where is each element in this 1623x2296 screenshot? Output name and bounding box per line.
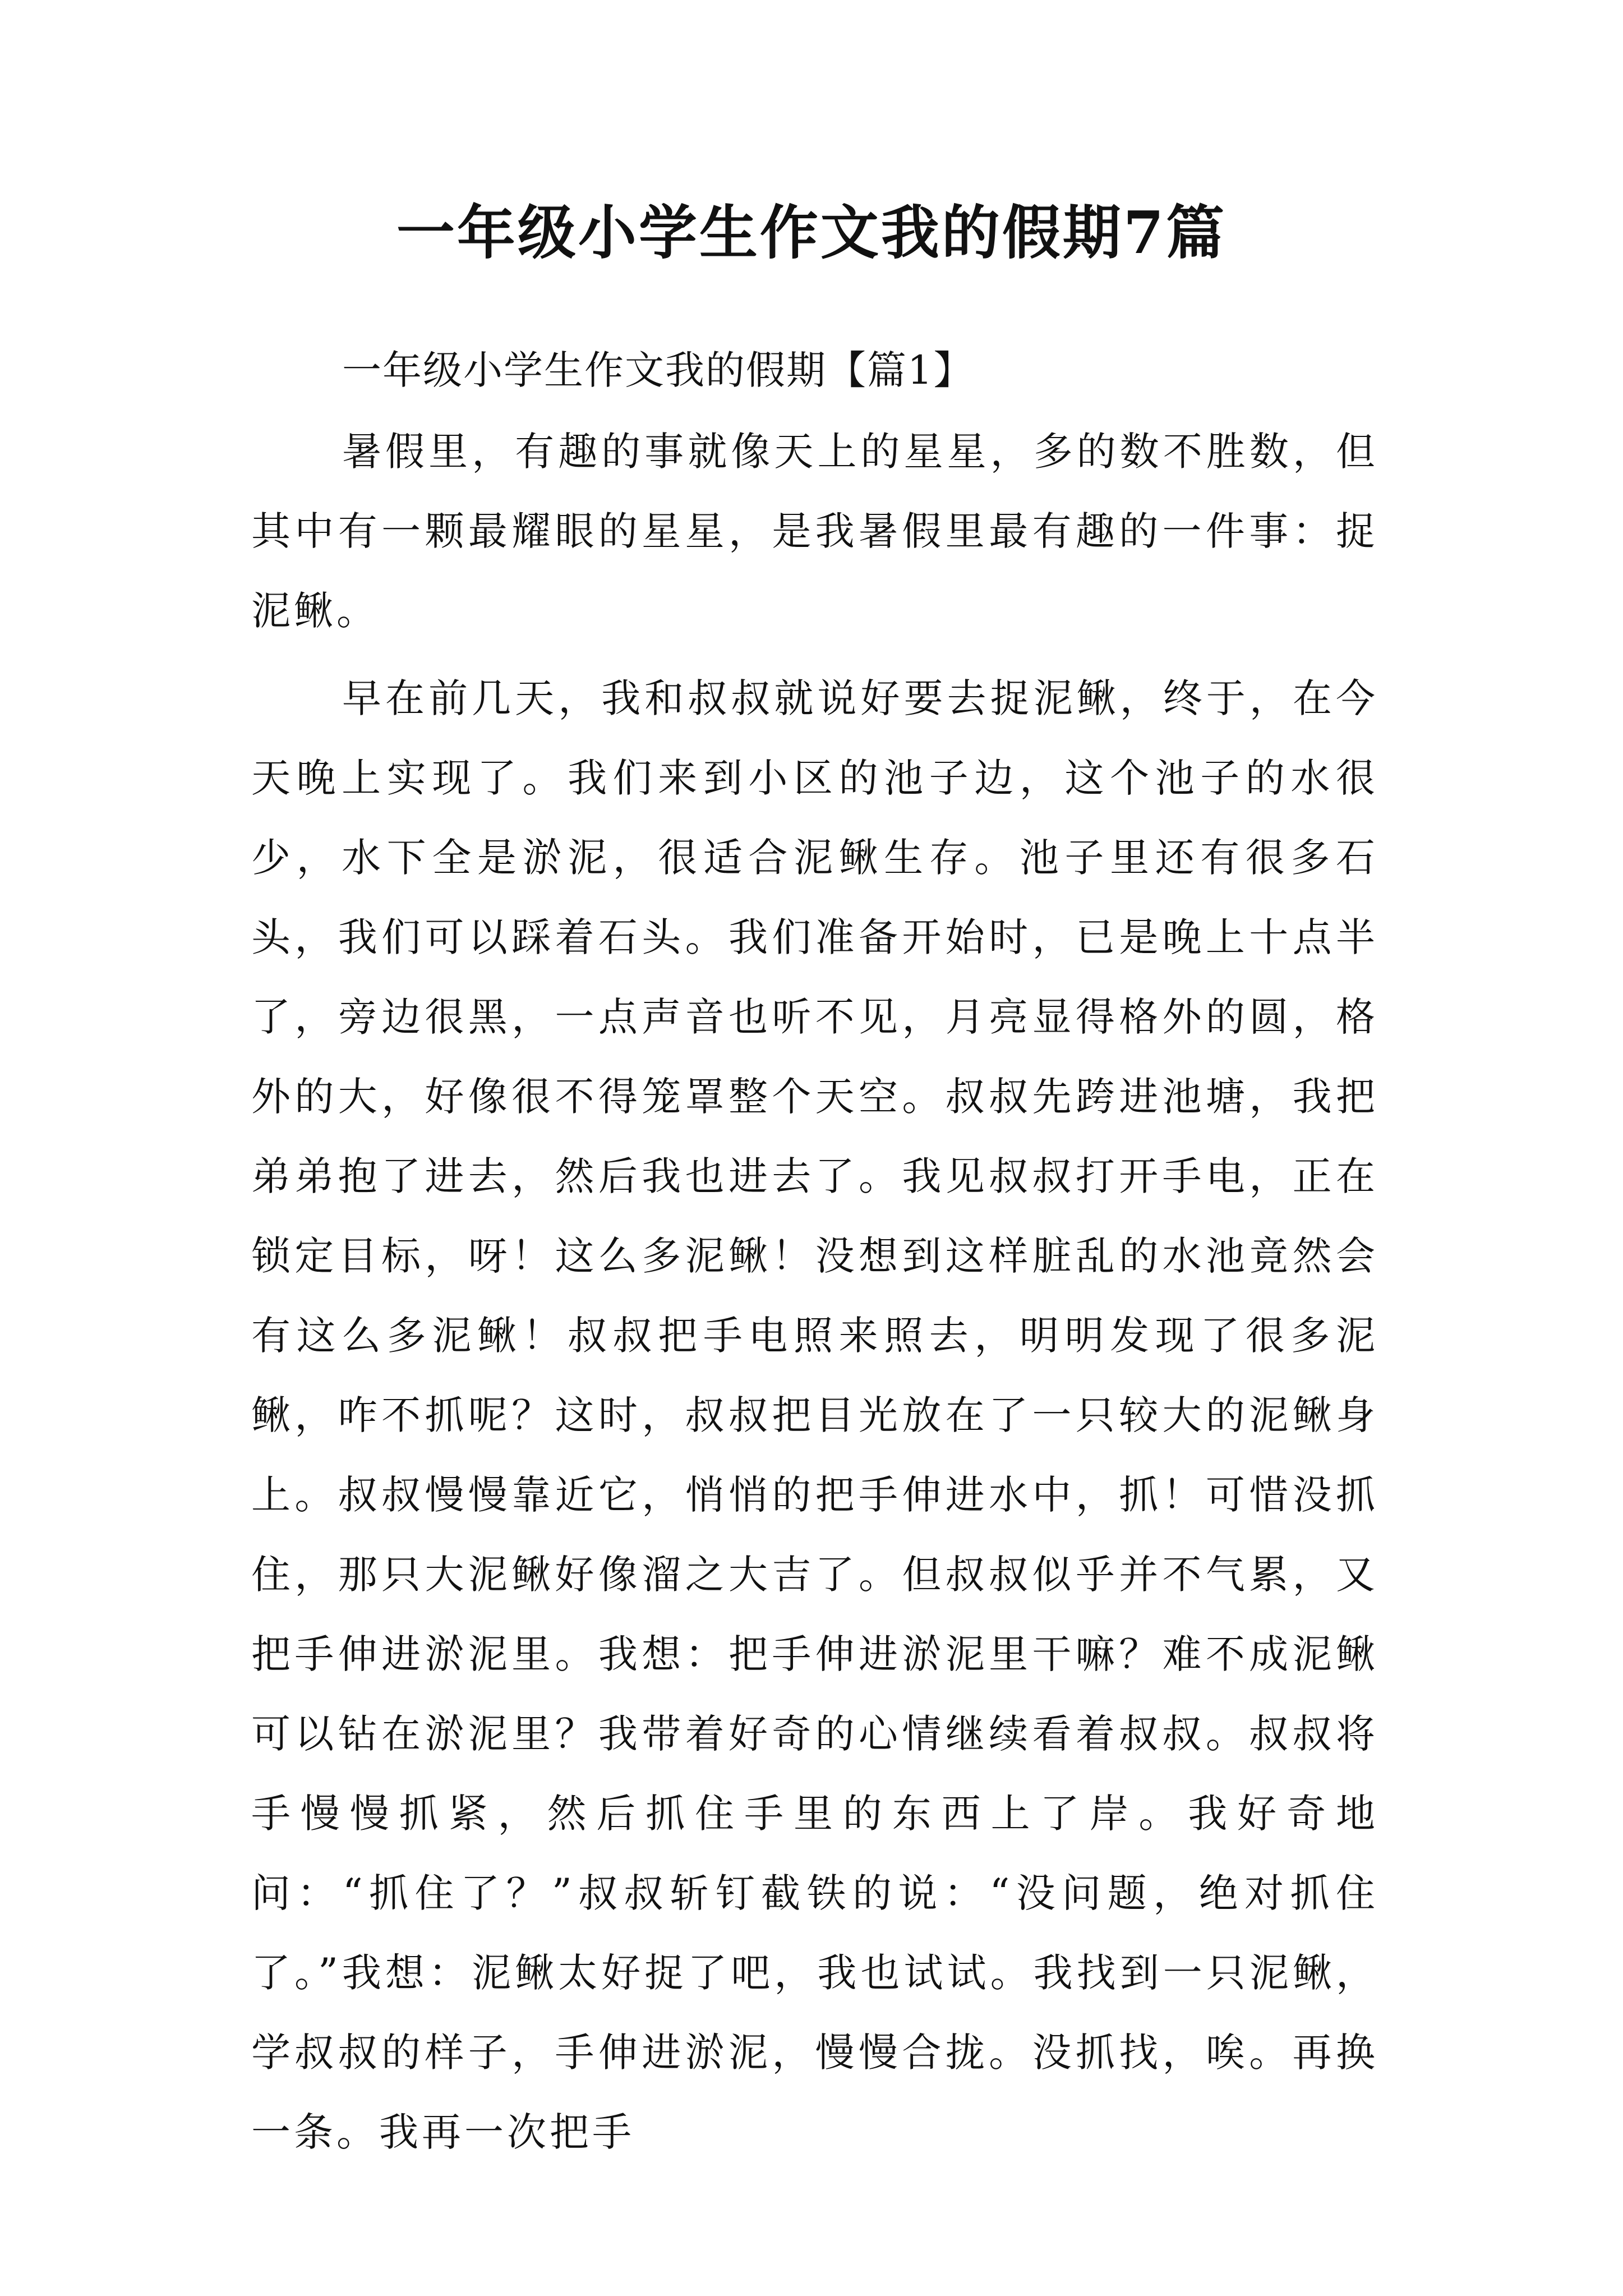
paragraph-1: 暑假里，有趣的事就像天上的星星，多的数不胜数，但其中有一颗最耀眼的星星，是我暑假里最有趣的一件事：捉泥鳅。 — [251, 429, 1378, 634]
document-title: 一年级小学生作文我的假期7篇 — [396, 198, 1227, 267]
document-body — [251, 337, 1378, 2172]
essay-heading: 一年级小学生作文我的假期【篇1】 — [342, 347, 974, 393]
paragraph-2: 早在前几天，我和叔叔就说好要去捉泥鳅，终于，在今天晚上实现了。我们来到小区的池子边，这个池子的水很少，水下全是淤泥，很适合泥鳅生存。池子里还有很多石头，我们可以踩着石头。我们准备开始时，已是晚上十点半了，旁边很黑，一点声音也听不见，月亮显得格外的圆，格外的大，好像很不得笼罩整个天空。叔叔先跨进池塘，我把弟弟抱了进去，然后我也进去了。我见叔叔打开手电，正在锁定目标，呀！这么多泥鳅！没想到这样脏乱的水池竟然会有这么多泥鳅！叔叔把手电照来照去，明明发现了很多泥鳅，咋不抓呢？这时，叔叔把目光放在了一只较大的泥鳅身上。叔叔慢慢靠近它，悄悄的把手伸进水中，抓！可惜没抓住，那只大泥鳅好像溜之大吉了。但叔叔似乎并不气累，又把手伸进淤泥里。我想：把手伸进淤泥里干嘛？难不成泥鳅可以钻在淤泥里？我带着好奇的心情继续看着叔叔。叔叔将手慢慢抓紧，然后抓住手里的东西上了岸。我好奇地问：“抓住了？”叔叔斩钉截铁的说：“没问题，绝对抓住了。”我想：泥鳅太好捉了吧，我也试试。我找到一只泥鳅，学叔叔的样子，手伸进淤泥，慢慢合拢。没抓找，唉。再换一条。我再一次把手 — [251, 675, 1378, 2155]
